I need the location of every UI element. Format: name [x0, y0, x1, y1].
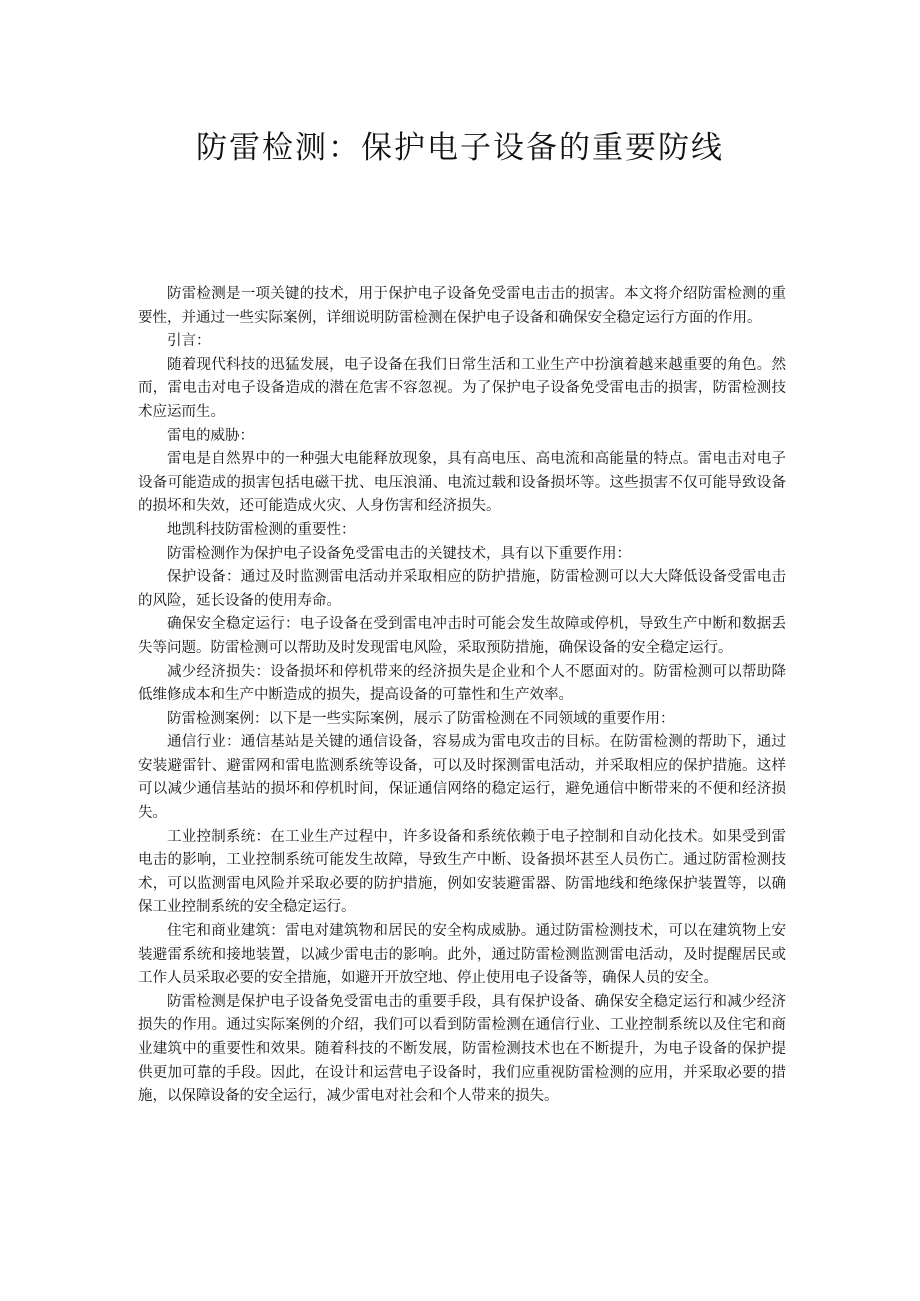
paragraph-case-buildings: 住宅和商业建筑：雷电对建筑物和居民的安全构成威胁。通过防雷检测技术，可以在建筑物上安装避雷系统和接地装置，以减少雷电击的影响。此外，通过防雷检测监测雷电活动，及时提醒居民或工作人员采取必要的安全措施，如避开开放空地、停止使用电子设备等，确保人员的安全。: [138, 923, 786, 987]
paragraph-text: 是一项关键的技术，用于保护电子设备免受雷电击击的损害。本文将介绍防雷检测的重要性，并通过一些实际案例，详细说明防雷检测在保护电子设备和确保安全稳定运行方面的作用。: [138, 286, 787, 326]
section-heading-introduction: 引言：: [167, 333, 211, 350]
paragraph-threat: 雷电是自然界中的一种强大电能释放现象，具有高电压、高电流和高能量的特点。雷电击对电子设备可能造成的损害包括电磁干扰、电压浪涌、电流过载和设备损坏等。这些损害不仅可能导致设备的损坏和失效，还可能造成火灾、人身伤害和经济损失。: [138, 451, 786, 515]
section-heading-threat: 雷电的威胁：: [167, 427, 254, 444]
section-heading-cases: 防雷检测案例：以下是一些实际案例，展示了防雷检测在不同领域的重要作用：: [167, 710, 675, 727]
paragraph-protect-devices: 保护设备：通过及时监测雷电活动并采取相应的防护措施，防雷检测可以大大降低设备受雷电击的风险，延长设备的使用寿命。: [138, 569, 786, 609]
paragraph-text: 是保护电子设备免受雷电击的重要手段，具有保护设备、确保安全稳定运行和减少经济损失的作用。通过实际案例的介绍，我们可以看到防雷检测在通信行业、工业控制系统以及住宅和商业建筑中的重要性和效果。随着科技的不断发展，防雷检测技术也在不断提升，为电子设备的保护提供更加可靠的手段。因此，在设计和运营电子设备时，我们应重视防雷检测的应用，并采取必要的措施，以保障设备的安全运行，减少雷电对社会和个人带来的损失。: [138, 993, 787, 1105]
document-body: [138, 283, 786, 1109]
paragraph-conclusion: [138, 991, 786, 1109]
paragraph-case-telecom: 通信行业：通信基站是关键的通信设备，容易成为雷电攻击的目标。在防雷检测的帮助下，通过安装避雷针、避雷网和雷电监测系统等设备，可以及时探测雷电活动，并采取相应的保护措施。这样可以减少通信基站的损坏和停机时间，保证通信网络的稳定运行，避免通信中断带来的不便和经济损失。: [138, 734, 786, 822]
paragraph-stable-operation: 确保安全稳定运行：电子设备在受到雷电冲击时可能会发生故障或停机，导致生产中断和数据丢失等问题。防雷检测可以帮助及时发现雷电风险，采取预防措施，确保设备的安全稳定运行。: [138, 616, 786, 656]
section-heading-importance: 地凯科技防雷检测的重要性：: [167, 521, 356, 538]
paragraph-importance-intro: 防雷检测作为保护电子设备免受雷电击的关键技术，具有以下重要作用：: [167, 545, 631, 562]
keyword-link: 防雷检测: [167, 993, 226, 1010]
paragraph-intro: [138, 283, 786, 330]
document-title: 防雷检测：保护电子设备的重要防线: [196, 130, 724, 166]
paragraph-background: 随着现代科技的迅猛发展，电子设备在我们日常生活和工业生产中扮演着越来越重要的角色。然而，雷电击对电子设备造成的潜在危害不容忽视。为了保护电子设备免受雷电击的损害，防雷检测技术应运而生。: [138, 356, 786, 420]
keyword-link: 防雷检测: [167, 286, 226, 302]
paragraph-reduce-losses: 减少经济损失：设备损坏和停机带来的经济损失是企业和个人不愿面对的。防雷检测可以帮助降低维修成本和生产中断造成的损失，提高设备的可靠性和生产效率。: [138, 663, 786, 704]
paragraph-case-industrial: 工业控制系统：在工业生产过程中，许多设备和系统依赖于电子控制和自动化技术。如果受到雷电击的影响，工业控制系统可能发生故障，导致生产中断、设备损坏甚至人员伤亡。通过防雷检测技术，可以监测雷电风险并采取必要的防护措施，例如安装避雷器、防雷地线和绝缘保护装置等，以确保工业控制系统的安全稳定运行。: [138, 828, 786, 916]
